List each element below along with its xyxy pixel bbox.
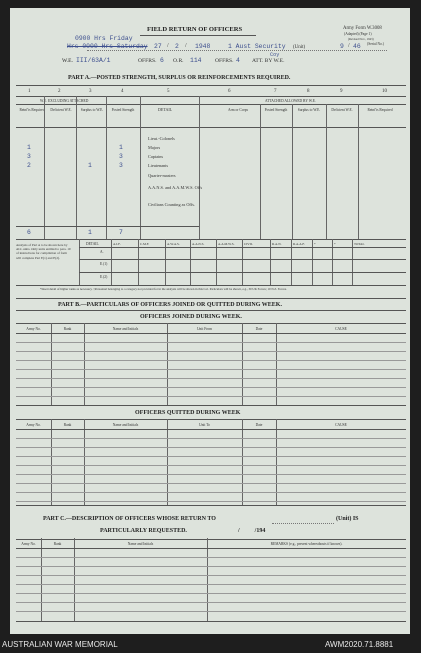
col4-value: 1: [119, 144, 123, 151]
table-col-head: Name and Initials: [112, 423, 139, 427]
table-col-head: Name and Initials: [112, 327, 139, 331]
col1-value: 3: [27, 153, 31, 160]
we-value: III/63A/1: [76, 57, 111, 64]
offrs-label: OFFRS.: [138, 58, 157, 64]
table-row-rule: [16, 584, 406, 585]
column-number: 7: [274, 89, 277, 94]
table-col-head: Name and Initials: [127, 542, 154, 546]
part-c-date: / /194: [238, 528, 266, 534]
table-col-head: Rank: [53, 542, 62, 546]
typed-date-day: 27: [154, 43, 162, 50]
part-a-title: PART A.—POSTED STRENGTH, SURPLUS OR REINFORCEMENTS REQUIRED.: [68, 75, 291, 81]
table-col-head: Date: [255, 423, 263, 427]
col-head-left: Surplus to W.E.: [80, 108, 104, 112]
table-row-rule: [16, 602, 406, 603]
column-number: 2: [58, 89, 61, 94]
rank-label: Quarter-masters: [148, 173, 176, 178]
table-row-rule: [16, 557, 406, 558]
table-row-rule: [16, 387, 406, 388]
part-c-title-1: PART C.—DESCRIPTION OF OFFICERS WHOSE RETURN TO: [43, 516, 216, 522]
col-head-right: Surplus to W.E.: [297, 108, 321, 112]
offrs2-label: OFFRS.: [215, 58, 234, 64]
group-right-head: ATTACHED ALLOWED BY W.E.: [265, 99, 316, 103]
table-row-rule: [16, 611, 406, 612]
or-value: 114: [190, 57, 202, 64]
table-col-line: [51, 323, 52, 405]
table-col-line: [74, 538, 75, 621]
analysis-col-head: C.M.F.: [140, 242, 150, 246]
rank-label: Captains: [148, 154, 164, 159]
typed-unit: 1 Aust Security: [228, 43, 286, 50]
total-col4: 7: [119, 229, 123, 236]
col-head-left: Posted Strength: [111, 108, 135, 112]
table-col-head: Rank: [63, 327, 72, 331]
table-row-rule: [16, 566, 406, 567]
form-title: FIELD RETURN OF OFFICERS: [147, 26, 243, 33]
rank-label: A.A.N.S. and A.A.M.W.S. Offs: [148, 185, 203, 190]
analysis-col-line: [332, 239, 333, 285]
column-number: 4: [121, 89, 124, 94]
analysis-col-line: [352, 239, 353, 285]
table-row-rule: [16, 438, 406, 439]
analysis-col-line: [270, 239, 271, 285]
table-col-line: [242, 323, 243, 405]
analysis-col-line: [165, 239, 166, 285]
table-row-rule: [16, 474, 406, 475]
col-head-left: Reinf'ts Required: [19, 108, 45, 112]
analysis-col-line: [138, 239, 139, 285]
col4-value: 3: [119, 153, 123, 160]
typed-serial: 9: [340, 43, 344, 50]
col-head-right: Reinf'ts Required: [367, 108, 393, 112]
column-number: 9: [340, 89, 343, 94]
table-row-rule: [16, 593, 406, 594]
analysis-col-head: *: [314, 242, 316, 246]
table-col-head: Unit From: [196, 327, 213, 331]
table-row-rule: [16, 351, 406, 352]
col-head-left: Deficient W.E.: [50, 108, 72, 112]
or-label: O.R.: [173, 58, 184, 64]
offrs2-value: 4: [236, 57, 240, 64]
rank-label: Lieutenants: [148, 163, 169, 168]
analysis-col-head: A.A.N.S.: [192, 242, 205, 246]
table-row-rule: [16, 396, 406, 397]
footnote: *Insert detail of higher ranks as necessary. †Personnel belonging to a category not provided for in the analysis will be shown in this Col. Particulars will be shown, e.g., 30 UK Forces; 10 N.Z. Forces.: [40, 287, 287, 291]
col1-value: 1: [27, 144, 31, 151]
analysis-col-line: [291, 239, 292, 285]
table-row-rule: [16, 456, 406, 457]
form-page: FIELD RETURN OF OFFICERS Army Form W.3008 (Adapted) (Page 1) (Revised Nov., 1943) (Serial No.) 0900 Hrs Friday Hrs 0000 Hrs Saturday 27 / 2 / 1948 1 Aust Security Coy (Unit) 9 / 46 W.E. III/63A/1 OFFRS. 6 O.R. 114 OFFRS. 4 ATT. BY W.E. PART A.—POSTED STRENGTH, SURPLUS OR REINFORCEMENTS REQUIRED. 1 2 3 4 5 6 7 8 9 10 W.E. EXCLUDING ATTACHED ATTACHED ALLOWED BY W.E. DETAIL Reinf'ts Required Deficient W.E. Surplus to W.E. Posted Strength Arm or Corps Posted Strength Surplus to W.E. Deficient W.E. Reinf'ts Required Lieut.-Colonels Majors Captains Lieutenants Quarter-masters A.A.N.S. and A.A.M.W.S. Offs Civilians Counting as Offs. 1 3 2 1 1 3 3 6 1 7 Analysis of Part A to be shown here by ALL units. Only units entitled to para. 10 of instructions for compilation of form will complete Part E(1) and E(2). DETAIL A.I.F. C.M.F. A.W.A.S. A.A.N.S. A.A.M.W.S. CIVIL R.A.N. R.A.A.F. * * TOTAL A. E.(1) E.(2) *Insert detail of higher ranks as necessary. †Personnel belonging to a category not provided for in the analysis will be shown in this Col. Particulars will be shown, e.g., 30 UK Forces; 10 N.Z. Forces. PART B.—PARTICULARS OF OFFICERS JOINED OR QUITTED DURING WEEK. OFFICERS JOINED DURING WEEK. Army No. Rank Name and Initials Unit From Date CAUSE OFFICERS QUITTED DURING WEEK Army No. Rank Name and Initials Unit To Date CAUSE PART C.—DESCRIPTION OF OFFICERS WHOSE RETURN TO (Unit) IS PARTICULARLY REQUESTED. / /194 Army No. Rank Name and Initials REMARKS (e.g., present whereabouts if known).: [10, 8, 410, 634]
part-c-unit-suffix: (Unit) IS: [336, 516, 359, 522]
table-col-head: CAUSE: [335, 327, 347, 331]
table-col-line: [207, 538, 208, 621]
we-label: W.E.: [62, 58, 73, 64]
col-head-right: Posted Strength: [264, 108, 288, 112]
table-row-rule: [16, 378, 406, 379]
col3-value: 1: [88, 162, 92, 169]
table-head-rule: [16, 429, 406, 430]
part-b-title: PART B.—PARTICULARS OF OFFICERS JOINED OR QUITTED DURING WEEK.: [58, 302, 282, 308]
typed-coy: Coy: [270, 52, 280, 58]
typed-date-year: 1948: [195, 43, 211, 50]
analysis-row-label: A.: [100, 250, 104, 254]
analysis-col-line: [242, 239, 243, 285]
table-col-head: CAUSE: [335, 423, 347, 427]
analysis-col-head: A.A.M.W.S.: [218, 242, 235, 246]
detail-head: DETAIL: [158, 107, 173, 112]
serial-label: (Serial No.): [367, 42, 384, 46]
col-head-right: Arm or Corps: [228, 108, 248, 112]
joined-title: OFFICERS JOINED DURING WEEK.: [140, 314, 242, 320]
typed-date-month: 2: [175, 43, 179, 50]
table-row-rule: [16, 483, 406, 484]
analysis-row-label: E.(2): [100, 275, 108, 279]
analysis-detail: DETAIL: [86, 242, 99, 246]
table-col-head: REMARKS (e.g., present whereabouts if known).: [270, 542, 343, 546]
analysis-col-line: [190, 239, 191, 285]
analysis-col-line: [216, 239, 217, 285]
form-adapted: (Adapted) (Page 1): [344, 32, 372, 36]
table-head-rule: [16, 548, 406, 549]
form-number: Army Form W.3008: [343, 26, 382, 31]
table-col-head: Unit To: [199, 423, 210, 427]
analysis-col-head: *: [334, 242, 336, 246]
analysis-col-head: TOTAL: [354, 242, 365, 246]
table-row-rule: [16, 369, 406, 370]
col1-value: 2: [27, 162, 31, 169]
part-c-title-2: PARTICULARLY REQUESTED.: [100, 528, 187, 534]
footer-accession: AWM2020.71.8881: [325, 640, 394, 649]
col4-value: 3: [119, 162, 123, 169]
analysis-col-head: A.I.F.: [113, 242, 121, 246]
analysis-row-label: E.(1): [100, 262, 108, 266]
unit-label: (Unit): [293, 45, 306, 50]
table-col-line: [276, 323, 277, 405]
typed-time: 0900 Hrs Friday: [75, 35, 133, 42]
footer-credit: AUSTRALIAN WAR MEMORIAL: [2, 640, 118, 649]
table-col-line: [167, 323, 168, 405]
table-col-head: Army No.: [26, 327, 41, 331]
group-left-head: W.E. EXCLUDING ATTACHED: [40, 99, 89, 103]
table-col-line: [84, 323, 85, 405]
table-col-head: Army No.: [21, 542, 36, 546]
table-col-head: Army No.: [26, 423, 41, 427]
col-head-right: Deficient W.E.: [331, 108, 353, 112]
table-col-head: Date: [255, 327, 263, 331]
typed-time-struck: Hrs 0000 Hrs Saturday: [67, 43, 148, 50]
rank-label: Civilians Counting as Offs.: [148, 202, 195, 207]
table-row-rule: [16, 465, 406, 466]
att-label: ATT. BY W.E.: [252, 58, 285, 64]
table-row-rule: [16, 342, 406, 343]
column-number: 10: [382, 89, 387, 94]
total-col1: 6: [27, 229, 31, 236]
table-col-line: [41, 538, 42, 621]
analysis-col-head: CIVIL: [244, 242, 253, 246]
analysis-col-line: [312, 239, 313, 285]
table-row-rule: [16, 447, 406, 448]
analysis-col-head: R.A.N.: [272, 242, 282, 246]
quitted-title: OFFICERS QUITTED DURING WEEK: [135, 410, 241, 416]
table-row-rule: [16, 575, 406, 576]
offrs-value: 6: [160, 57, 164, 64]
form-revised: (Revised Nov., 1943): [348, 37, 374, 41]
rank-label: Majors: [148, 145, 161, 150]
typed-serial-year: 46: [353, 43, 361, 50]
column-number: 3: [89, 89, 92, 94]
table-row-rule: [16, 492, 406, 493]
table-row-rule: [16, 360, 406, 361]
column-number: 1: [28, 89, 31, 94]
table-col-head: Rank: [63, 423, 72, 427]
rank-label: Lieut.-Colonels: [148, 136, 175, 141]
column-number: 8: [307, 89, 310, 94]
analysis-col-head: A.W.A.S.: [167, 242, 180, 246]
column-number: 5: [167, 89, 170, 94]
table-row-rule: [16, 501, 406, 502]
total-col3: 1: [88, 229, 92, 236]
analysis-note: Analysis of Part A to be shown here by ALL units. Only units entitled to para. 10 of instructions for compilation of form will complete Part E(1) and E(2).: [16, 243, 71, 260]
column-number: 6: [228, 89, 231, 94]
table-head-rule: [16, 333, 406, 334]
analysis-col-head: R.A.A.F.: [293, 242, 305, 246]
